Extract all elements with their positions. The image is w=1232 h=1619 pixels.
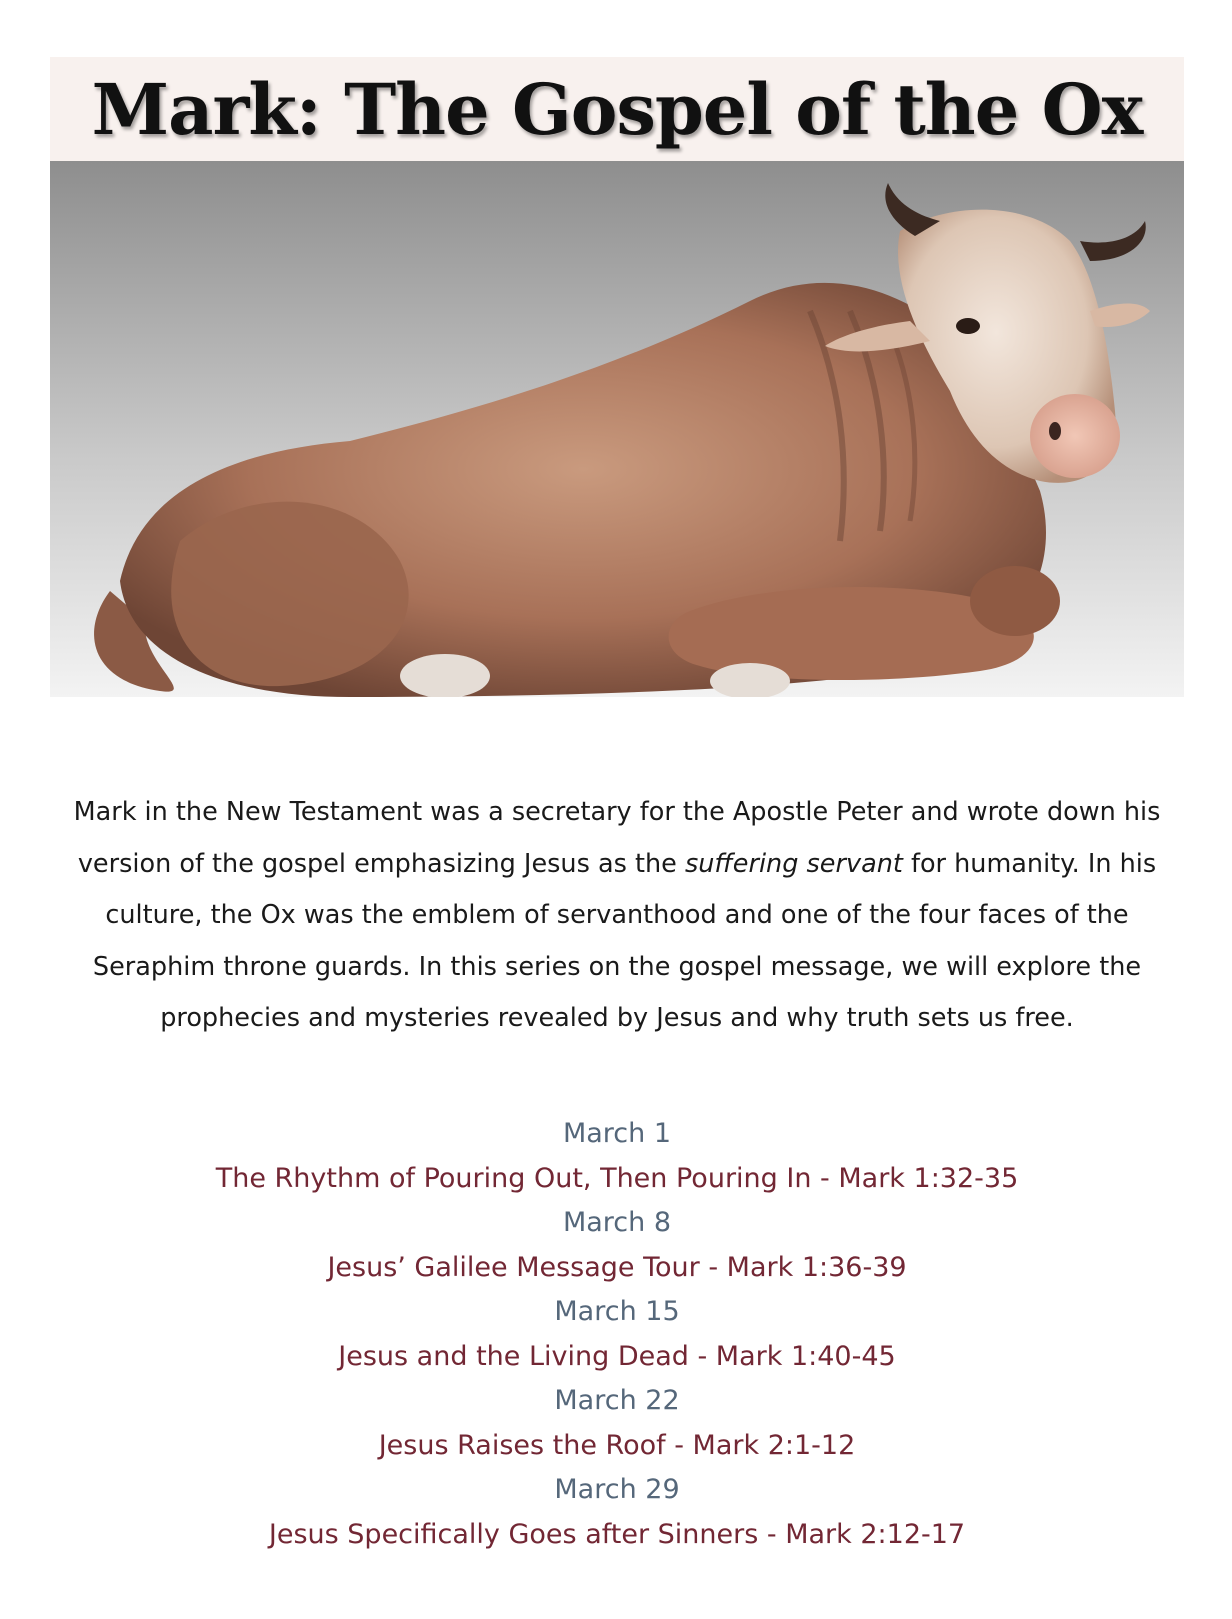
schedule-date: March 15 xyxy=(554,1296,680,1327)
ox-image xyxy=(50,161,1184,697)
schedule-date: March 8 xyxy=(562,1207,672,1238)
banner-title: Mark: The Gospel of the Ox xyxy=(91,67,1143,151)
sermon-link[interactable]: Jesus and the Living Dead - Mark 1:40-45 xyxy=(338,1340,896,1372)
banner-title-bar xyxy=(50,57,1184,161)
sermon-link[interactable]: Jesus’ Galilee Message Tour - Mark 1:36-39 xyxy=(327,1251,907,1283)
schedule-date: March 22 xyxy=(554,1385,680,1416)
sermon-schedule xyxy=(50,1112,1184,1557)
intro-emphasis: suffering servant xyxy=(684,848,903,879)
header-banner xyxy=(50,57,1184,697)
sermon-link[interactable]: Jesus Raises the Roof - Mark 2:1-12 xyxy=(378,1429,856,1461)
schedule-date: March 1 xyxy=(562,1118,672,1149)
intro-paragraph xyxy=(50,787,1184,1045)
intro-text-end: for humanity. In his culture, the Ox was the emblem of servanthood and one of the four faces of the Seraphim throne guards. In this series on the gospel message, we will explore the prophecies and mysteries revealed by Jesus and why truth sets us free. xyxy=(92,848,1157,1033)
sermon-link[interactable]: Jesus Specifically Goes after Sinners - Mark 2:12-17 xyxy=(268,1518,966,1550)
intro-text-start: Mark in the New Testament was a secretary for the Apostle Peter and wrote down his version of the gospel emphasizing Jesus as the xyxy=(73,797,1161,879)
schedule-date: March 29 xyxy=(554,1474,680,1505)
sermon-link[interactable]: The Rhythm of Pouring Out, Then Pouring In - Mark 1:32-35 xyxy=(215,1162,1019,1194)
